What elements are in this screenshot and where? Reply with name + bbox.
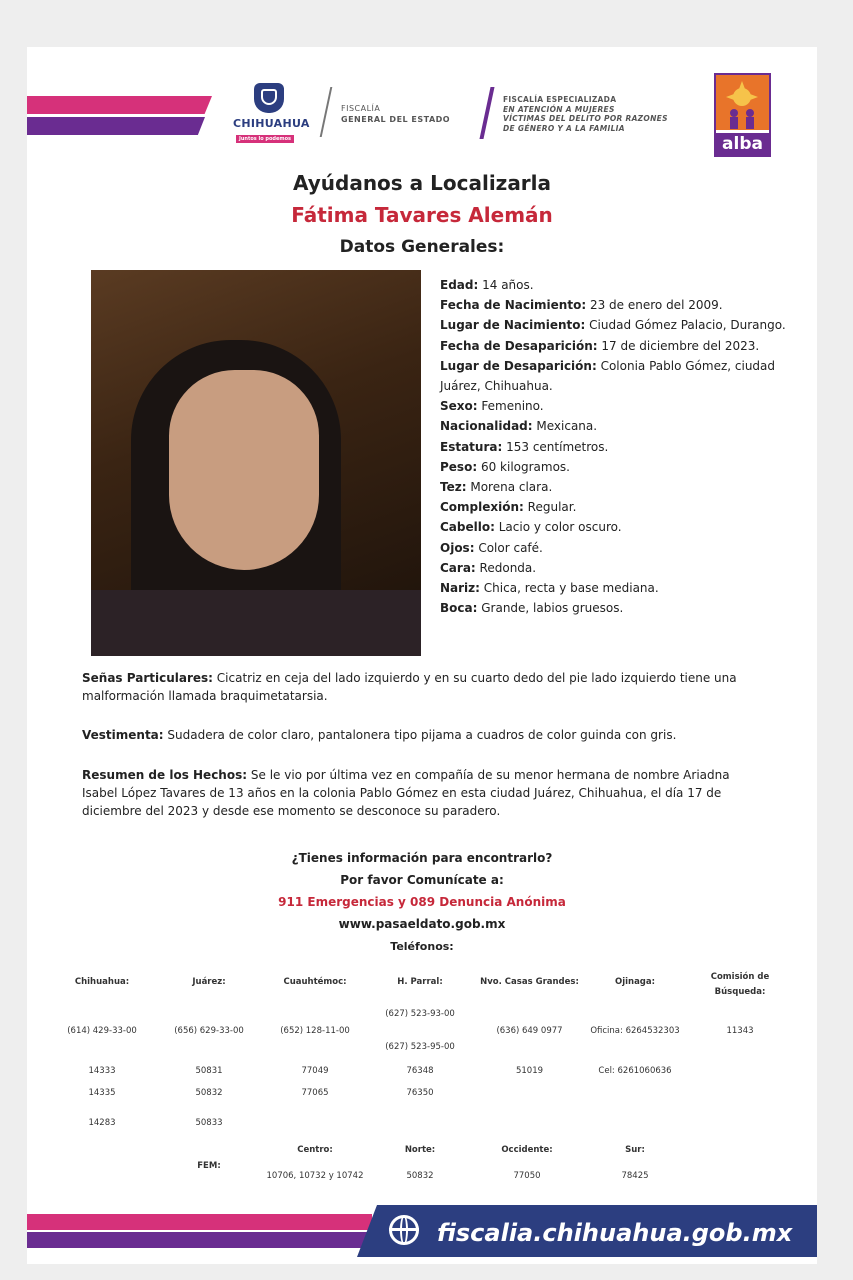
footer-url-link[interactable]: fiscalia.chihuahua.gob.mx	[437, 1219, 793, 1247]
detail-peso: Peso: 60 kilogramos.	[440, 459, 570, 474]
phones-header-parral: H. Parral:	[397, 977, 443, 987]
header-purple-stripe	[27, 117, 205, 135]
detail-nacionalidad: Nacionalidad: Mexicana.	[440, 419, 598, 434]
chihuahua-logo-text: CHIHUAHUA	[233, 117, 310, 130]
detail-estatura: Estatura: 153 centímetros.	[440, 439, 609, 454]
ext-cuauhtemoc-1: 77049	[301, 1066, 329, 1076]
phone-nvo-casas-grandes: (636) 649 0977	[496, 1026, 563, 1036]
fem-centro: 10706, 10732 y 10742	[266, 1171, 364, 1181]
phones-header-cuauhtemoc: Cuauhtémoc:	[283, 977, 347, 987]
ext-juarez-1: 50831	[195, 1066, 223, 1076]
detail-lugar-desaparicion: Lugar de Desaparición: Colonia Pablo Gómez, ciudad Juárez, Chihuahua.	[440, 358, 776, 394]
phones-header-comision: Comisión de Búsqueda:	[710, 972, 770, 997]
chihuahua-logo-tag: Juntos lo podemos	[236, 135, 294, 143]
phones-header-juarez: Juárez:	[192, 977, 226, 987]
alba-sun-icon	[716, 75, 769, 130]
fem-sur-header: Sur:	[625, 1145, 645, 1155]
header-divider	[320, 87, 333, 137]
contact-please: Por favor Comunícate a:	[340, 873, 504, 887]
footer-pink-stripe	[27, 1214, 372, 1230]
fem-occidente-header: Occidente:	[501, 1145, 553, 1155]
alert-poster	[27, 47, 817, 1264]
fem-norte-header: Norte:	[404, 1145, 436, 1155]
detail-fecha-desaparicion: Fecha de Desaparición: 17 de diciembre del 2023.	[440, 338, 760, 353]
ext-nvo-casas-grandes: 51019	[515, 1066, 544, 1076]
fem-label: FEM:	[197, 1161, 221, 1171]
ext-cuauhtemoc-2: 77065	[301, 1088, 329, 1098]
ext-juarez-2: 50832	[195, 1088, 223, 1098]
detail-fecha-nacimiento: Fecha de Nacimiento: 23 de enero del 2009.	[440, 298, 723, 313]
globe-icon	[389, 1215, 419, 1245]
fiscalia-general-label: FISCALÍA GENERAL DEL ESTADO	[341, 104, 451, 124]
phones-title: Teléfonos:	[390, 940, 454, 953]
vestimenta: Vestimenta: Sudadera de color claro, pantalonera tipo pijama a cuadros de color guinda con gris.	[82, 728, 677, 742]
phones-header-nvo-casas-grandes: Nvo. Casas Grandes:	[480, 977, 579, 987]
phone-parral-1: (627) 523-93-00	[385, 1009, 455, 1019]
general-details-list	[440, 275, 800, 618]
detail-ojos: Ojos: Color café.	[440, 540, 543, 555]
phone-parral-2: (627) 523-95-00	[385, 1042, 455, 1052]
phone-ojinaga-cel: Cel: 6261060636	[598, 1066, 672, 1076]
fem-sur: 78425	[621, 1171, 649, 1181]
phone-cuauhtemoc: (652) 128-11-00	[280, 1026, 350, 1036]
emergency-numbers: 911 Emergencias y 089 Denuncia Anónima	[278, 895, 566, 909]
website-link[interactable]: www.pasaeldato.gob.mx	[338, 917, 506, 931]
detail-sexo: Sexo: Femenino.	[440, 399, 544, 414]
resumen-hechos: Resumen de los Hechos: Se le vio por última vez en compañía de su menor hermana de nombre Ariadna Isabel López Tavares de 13 años en la colonia Pablo Gómez en esta ciudad Juárez, Chihuahua, el día 17 de diciembre del 2023 y desde ese momento se desconoce su paradero.	[82, 768, 730, 818]
phones-header-ojinaga: Ojinaga:	[614, 977, 656, 987]
missing-person-photo	[91, 270, 421, 656]
detail-nariz: Nariz: Chica, recta y base mediana.	[440, 581, 659, 596]
header-pink-stripe	[27, 96, 212, 114]
alba-word: alba	[716, 133, 769, 155]
footer-purple-stripe	[27, 1232, 372, 1248]
detail-cara: Cara: Redonda.	[440, 560, 537, 575]
section-title: Datos Generales:	[339, 237, 505, 257]
headline: Ayúdanos a Localizarla	[292, 171, 552, 195]
ext-parral-1: 76348	[406, 1066, 434, 1076]
alba-protocol-logo	[714, 73, 771, 157]
phone-juarez: (656) 629-33-00	[174, 1026, 244, 1036]
fem-occidente: 77050	[513, 1171, 541, 1181]
senas-particulares: Señas Particulares: Cicatriz en ceja del lado izquierdo y en su cuarto dedo del pie lado izquierdo tiene una malformación llamada braquimetatarsia.	[82, 671, 737, 703]
phone-chihuahua: (614) 429-33-00	[67, 1026, 137, 1036]
fem-norte: 50832	[406, 1171, 434, 1181]
ext-chihuahua-3: 14283	[88, 1118, 116, 1128]
ext-chihuahua-2: 14335	[88, 1088, 116, 1098]
detail-tez: Tez: Morena clara.	[440, 480, 553, 495]
ext-chihuahua-1: 14333	[88, 1066, 116, 1076]
phones-header-chihuahua: Chihuahua:	[74, 977, 130, 987]
detail-complexion: Complexión: Regular.	[440, 500, 577, 515]
detail-cabello: Cabello: Lacio y color oscuro.	[440, 520, 622, 535]
detail-lugar-nacimiento: Lugar de Nacimiento: Ciudad Gómez Palacio, Durango.	[440, 318, 786, 333]
phone-ojinaga-office: Oficina: 6264532303	[590, 1026, 680, 1036]
detail-edad: Edad: 14 años.	[440, 278, 534, 292]
fem-centro-header: Centro:	[297, 1145, 333, 1155]
header-divider-purple	[479, 87, 494, 139]
ext-juarez-3: 50833	[195, 1118, 223, 1128]
detail-boca: Boca: Grande, labios gruesos.	[440, 601, 624, 616]
fiscalia-especializada-label: FISCALÍA ESPECIALIZADA EN ATENCIÓN A MUJERES VÍCTIMAS DEL DELITO POR RAZONES DE GÉNERO Y A LA FAMILIA	[503, 95, 668, 133]
phone-comision: 11343	[726, 1026, 754, 1036]
contact-question: ¿Tienes información para encontrarlo?	[291, 851, 553, 865]
ext-parral-2: 76350	[406, 1088, 434, 1098]
missing-person-name: Fátima Tavares Alemán	[291, 203, 553, 227]
chihuahua-shield-icon	[254, 83, 284, 113]
